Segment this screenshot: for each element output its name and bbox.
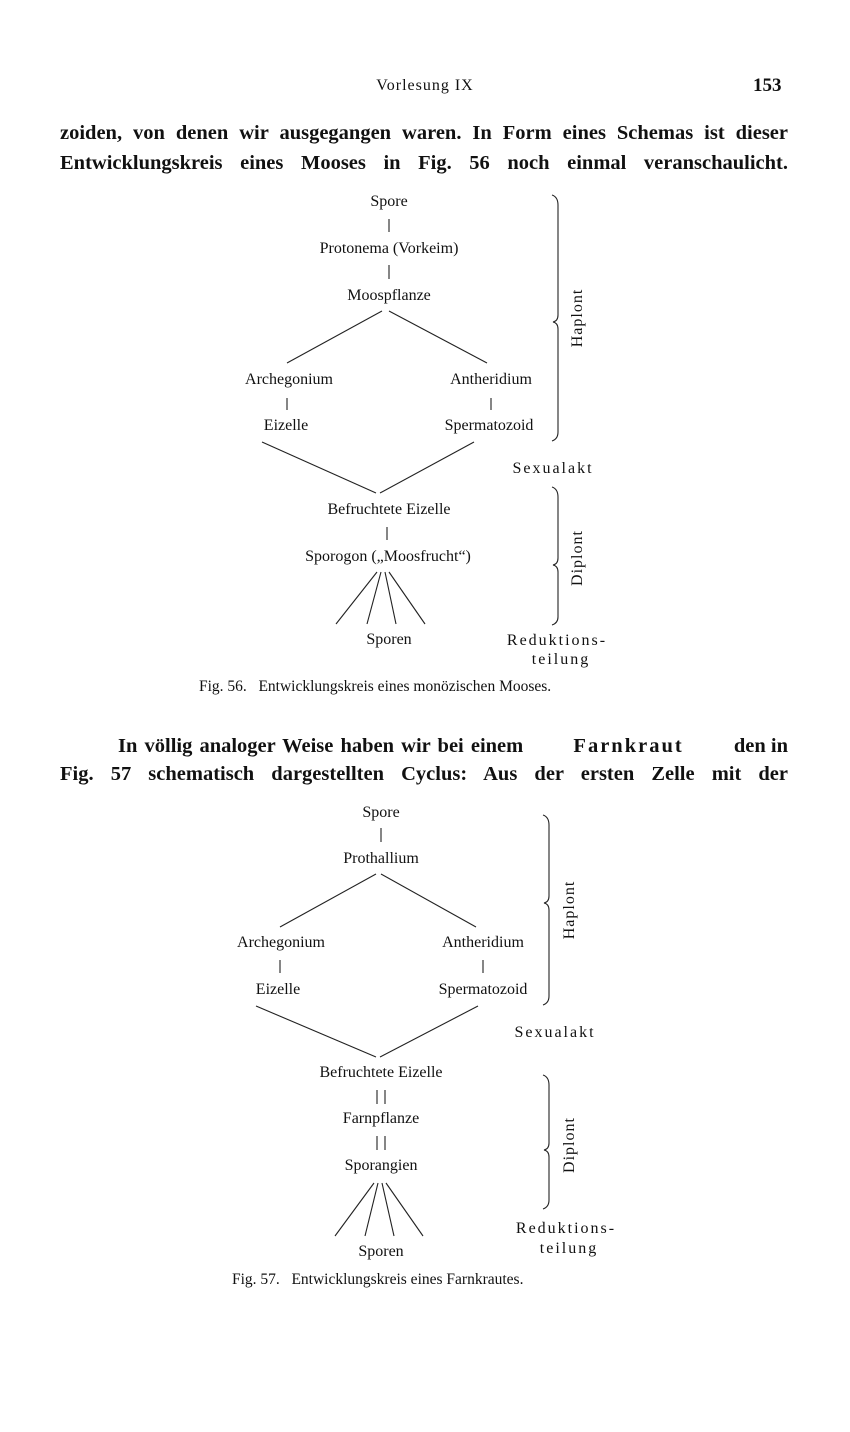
fig56-caption-text: Entwicklungskreis eines monözischen Mooses. bbox=[258, 678, 552, 695]
fig56-diplont-label: Diplont bbox=[569, 530, 586, 586]
paragraph-2-line-2: Fig. 57 schematisch dargestellten Cyclus: Aus der ersten Zelle mit der bbox=[60, 763, 788, 785]
fig56-sporen: Sporen bbox=[366, 631, 412, 648]
fig57-eizelle: Eizelle bbox=[255, 981, 301, 998]
fig57-spore: Spore bbox=[362, 804, 400, 821]
fig56-caption-label: Fig. 56. bbox=[199, 678, 247, 695]
fig57-caption-text: Entwicklungskreis eines Farnkrautes. bbox=[291, 1271, 524, 1288]
fan-line-57-4 bbox=[386, 1183, 423, 1236]
fig57-sporen: Sporen bbox=[358, 1243, 404, 1260]
fan-line-57-1 bbox=[335, 1183, 374, 1236]
fig57-haplont-label: Haplont bbox=[561, 880, 578, 940]
branch-right-prothallium bbox=[381, 874, 476, 927]
fig57-farnpflanze: Farnpflanze bbox=[342, 1110, 420, 1127]
fig56-sporogon: Sporogon („Moosfrucht“) bbox=[305, 548, 471, 565]
merge-left-line-57 bbox=[256, 1006, 376, 1057]
paragraph-2-line-1-c: den in bbox=[733, 735, 788, 757]
fig57-antheridium: Antheridium bbox=[442, 934, 524, 951]
fig56-eizelle: Eizelle bbox=[263, 417, 309, 434]
paragraph-1-line-2: Entwicklungskreis eines Mooses in Fig. 56 noch einmal veranschaulicht. bbox=[60, 152, 788, 174]
fig57-reduktions-1: Reduktions- bbox=[515, 1220, 617, 1237]
fig57-prothallium: Prothallium bbox=[343, 850, 419, 867]
merge-right-line-57 bbox=[380, 1006, 478, 1057]
fig57-archegonium: Archegonium bbox=[237, 934, 325, 951]
fig56-antheridium: Antheridium bbox=[450, 371, 532, 388]
fig56-spermatozoid: Spermatozoid bbox=[444, 417, 534, 434]
fig57-caption-label: Fig. 57. bbox=[232, 1271, 280, 1288]
haplont-brace-57 bbox=[543, 815, 549, 1005]
branch-left-prothallium bbox=[280, 874, 376, 927]
paragraph-2-line-1-a: In völlig analoger Weise haben wir bei einem bbox=[118, 735, 524, 757]
page-number: 153 bbox=[753, 75, 782, 96]
fig56-reduktions-1: Reduktions- bbox=[506, 632, 608, 649]
fig56-befruchtete-eizelle: Befruchtete Eizelle bbox=[327, 501, 451, 518]
fig57-spermatozoid: Spermatozoid bbox=[438, 981, 528, 998]
fig57-diplont-label: Diplont bbox=[561, 1117, 578, 1173]
fig56-moospflanze: Moospflanze bbox=[347, 287, 431, 304]
fig56-protonema: Protonema (Vorkeim) bbox=[319, 240, 459, 257]
paragraph-2-farnkraut: Farnkraut bbox=[573, 735, 684, 757]
fig57-sexualakt: Sexualakt bbox=[514, 1024, 596, 1041]
paragraph-1-line-1: zoiden, von denen wir ausgegangen waren. In Form eines Schemas ist dieser bbox=[60, 122, 788, 144]
fig57-sporangien: Sporangien bbox=[344, 1157, 418, 1174]
running-header: Vorlesung IX bbox=[376, 77, 474, 94]
fig57-befruchtete-eizelle: Befruchtete Eizelle bbox=[319, 1064, 443, 1081]
fig57-caption bbox=[232, 1271, 523, 1289]
fig56-haplont-label: Haplont bbox=[569, 288, 586, 348]
fig57-reduktions-2: teilung bbox=[539, 1240, 599, 1257]
fig56-sexualakt: Sexualakt bbox=[512, 460, 594, 477]
diplont-brace-57 bbox=[543, 1075, 549, 1209]
fig56-archegonium: Archegonium bbox=[245, 371, 333, 388]
fan-line-57-2 bbox=[365, 1183, 378, 1236]
fig56-reduktions-2: teilung bbox=[531, 651, 591, 668]
fig56-spore: Spore bbox=[370, 193, 408, 210]
